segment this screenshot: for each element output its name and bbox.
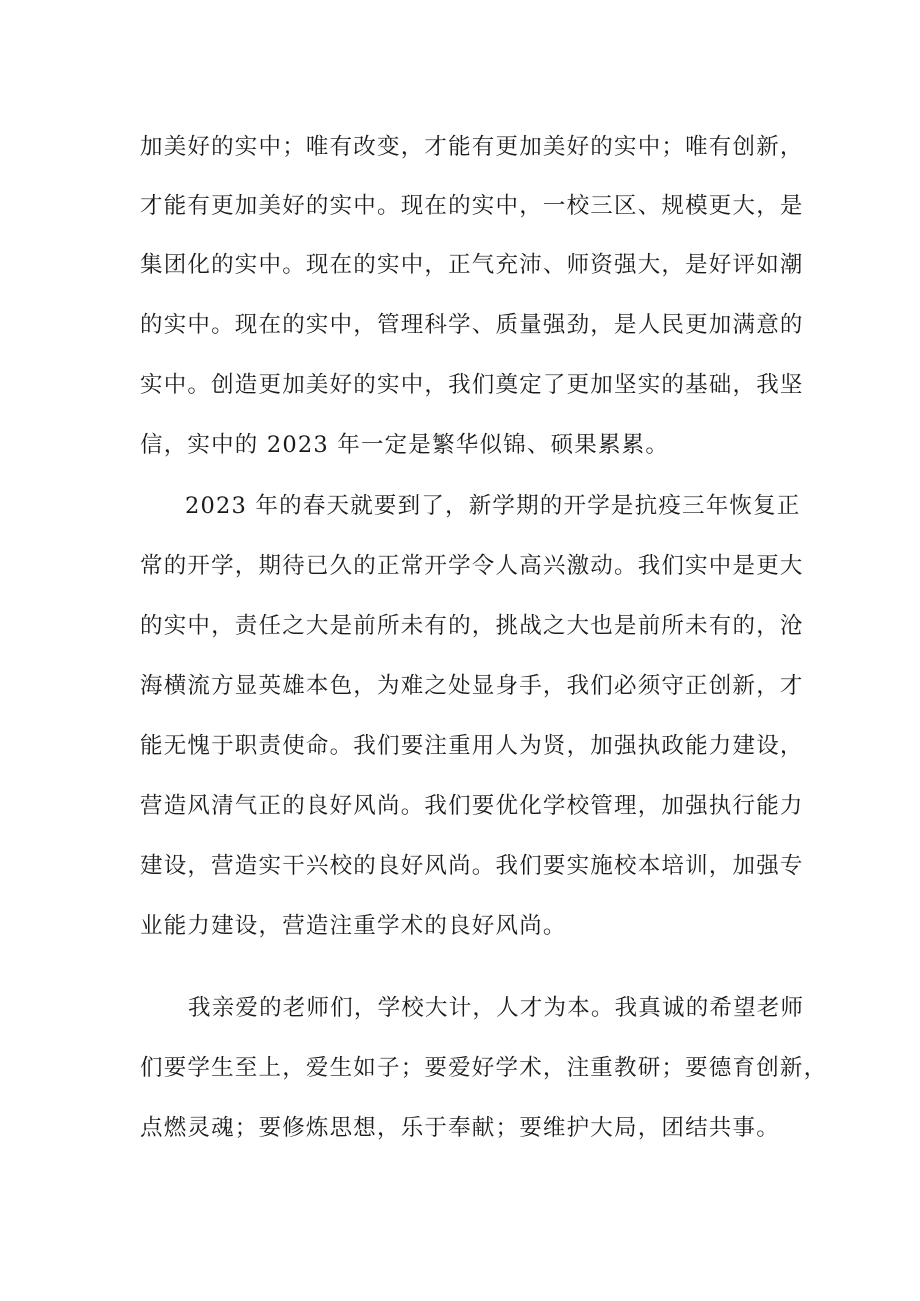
paragraph-line: 集团化的实中。现在的实中，正气充沛、师资强大，是好评如潮: [140, 252, 804, 278]
paragraph-line: 建设，营造实干兴校的良好风尚。我们要实施校本培训，加强专: [140, 853, 804, 879]
paragraph-line: 实中。创造更加美好的实中，我们奠定了更加坚实的基础，我坚: [140, 372, 804, 398]
paragraph-line: 业能力建设，营造注重学术的良好风尚。: [140, 913, 567, 939]
paragraph-line: 营造风清气正的良好风尚。我们要优化学校管理，加强执行能力: [140, 793, 804, 819]
paragraph-line: 点燃灵魂；要修炼思想，乐于奉献；要维护大局，团结共事。: [140, 1115, 780, 1141]
paragraph-line: 海横流方显英雄本色，为难之处显身手，我们必须守正创新，才: [140, 673, 804, 699]
paragraph-line: 的实中。现在的实中，管理科学、质量强劲，是人民更加满意的: [140, 312, 804, 338]
paragraph-line: 常的开学，期待已久的正常开学令人高兴激动。我们实中是更大: [140, 553, 804, 579]
paragraph-line: 2023 年的春天就要到了，新学期的开学是抗疫三年恢复正: [185, 493, 801, 519]
paragraph-line: 们要学生至上，爱生如子；要爱好学术，注重教研；要德育创新，: [140, 1055, 828, 1081]
paragraph-line: 的实中，责任之大是前所未有的，挑战之大也是前所未有的，沧: [140, 613, 804, 639]
paragraph-line: 才能有更加美好的实中。现在的实中，一校三区、规模更大，是: [140, 193, 804, 219]
paragraph-line: 加美好的实中；唯有改变，才能有更加美好的实中；唯有创新，: [140, 134, 804, 160]
paragraph-line: 信，实中的 2023 年一定是繁华似锦、硕果累累。: [140, 432, 670, 458]
paragraph-line: 我亲爱的老师们，学校大计，人才为本。我真诚的希望老师: [188, 995, 805, 1021]
paragraph-line: 能无愧于职责使命。我们要注重用人为贤，加强执政能力建设，: [140, 733, 804, 759]
